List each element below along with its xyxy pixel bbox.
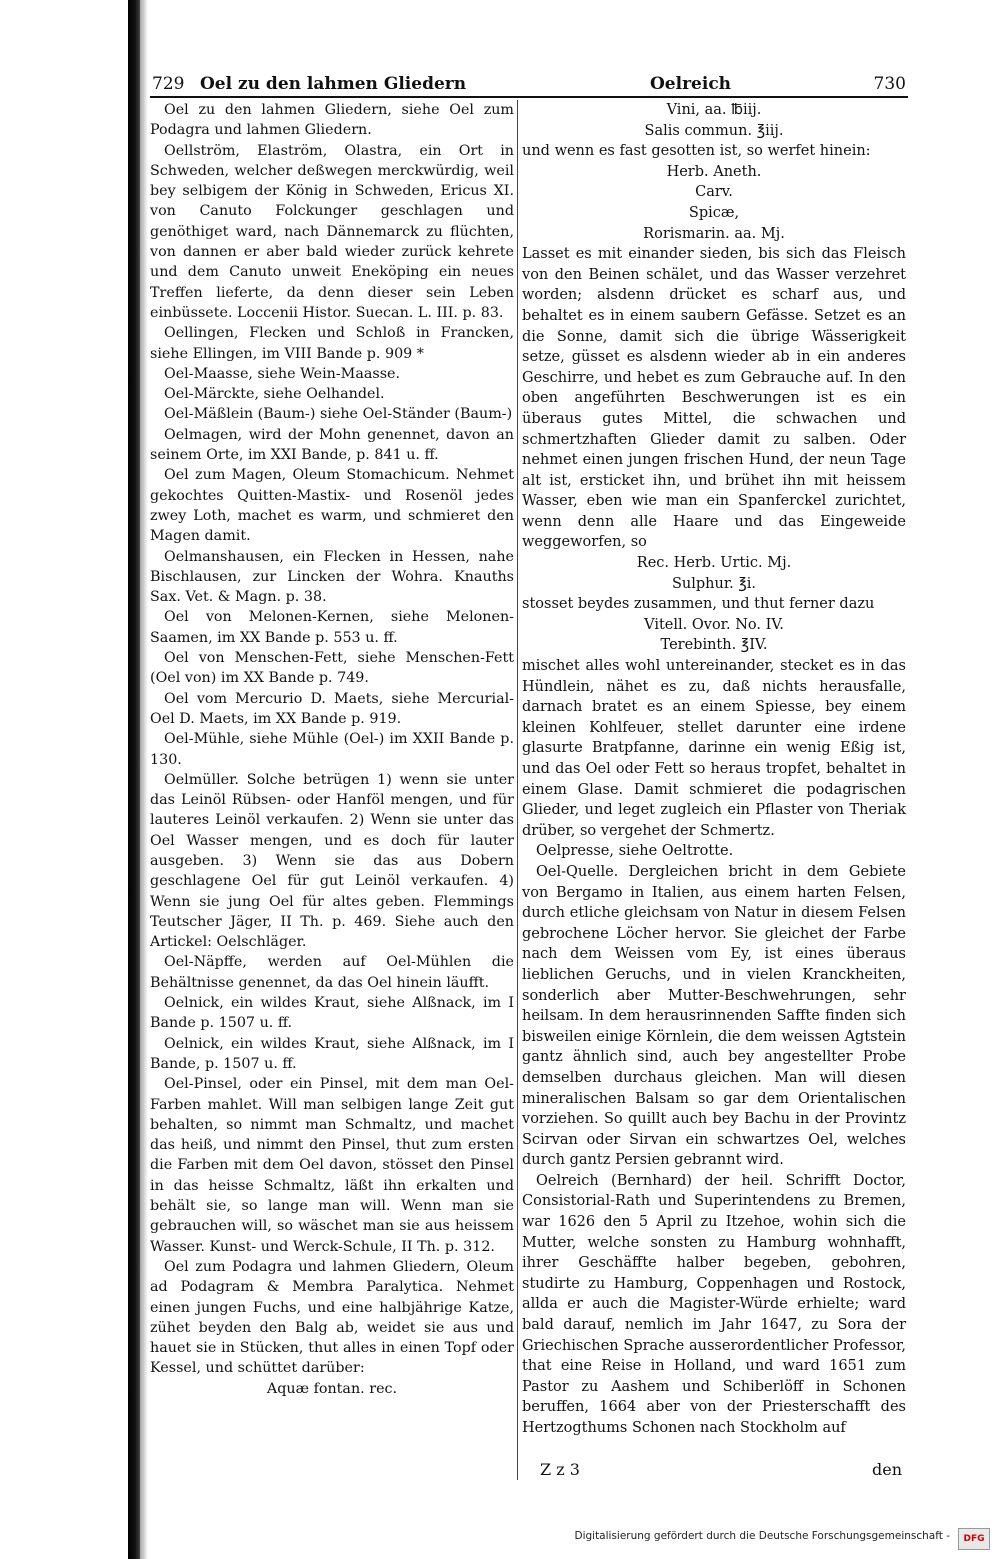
- running-header: [150, 74, 910, 98]
- recipe-line: Vitell. Ovor. No. IV.: [644, 616, 784, 633]
- lexicon-entry: Oelmanshausen, ein Flecken in Hessen, nahe Bischlausen, zur Lincken der Wohra. Knauths Sax. Vet. & Magn. p. 38.: [150, 548, 514, 606]
- page-footer: [522, 1460, 906, 1484]
- page-number-right: 730: [873, 74, 906, 94]
- catchword: den: [871, 1460, 902, 1479]
- signature-mark: Z z 3: [540, 1460, 580, 1479]
- lexicon-entry: Oel-Maasse, siehe Wein-Maasse.: [164, 365, 401, 382]
- lexicon-entry: Oel zum Podagra und lahmen Gliedern, Oleum ad Podagram & Membra Paralytica. Nehmet einen jungen Fuchs, und eine halbjährige Katze, zühet beyden den Balg ab, weidet sie aus und hauet sie in Stücken, thut alles in einen Topf oder Kessel, und schüttet darüber:: [150, 1258, 514, 1377]
- spine-shadow: [140, 0, 148, 1559]
- recipe-line: Terebinth. ℥IV.: [660, 637, 768, 654]
- running-title-left: Oel zu den lahmen Gliedern: [200, 74, 467, 94]
- lexicon-entry: Oel vom Mercurio D. Maets, siehe Mercurial-Oel D. Maets, im XX Bande p. 919.: [150, 690, 514, 727]
- recipe-line: Herb. Aneth.: [666, 163, 762, 180]
- recipe-line: Rorismarin. aa. Mj.: [643, 225, 785, 242]
- lexicon-entry: Oel-Näpffe, werden auf Oel-Mühlen die Behältnisse genennet, da das Oel hinein läufft.: [150, 954, 514, 991]
- page-number-left: 729: [152, 74, 185, 94]
- lexicon-entry: Oellström, Elaström, Olastra, ein Ort in Schweden, welcher deßwegen merckwürdig, weil bey selbigem der König in Schweden, Ericus XI. von Canuto Folckunger geschlagen und genöthiget ward, nach Dännemarck zu flüchten, von dannen er aber bald wieder zurück kehrete und dem Canuto unweit Eneköping ein neues Treffen lieferte, da denn dieser sein Leben einbüssete. Loccenii Histor. Suecan. L. III. p. 83.: [150, 142, 514, 321]
- lexicon-entry: Oelmüller. Solche betrügen 1) wenn sie unter das Leinöl Rübsen- oder Hanföl mengen, und für lauteres Leinöl verkaufen. 2) Wenn sie unter das Oel Wasser mengen, und es doch für lauter ausgeben. 3) Wenn sie das aus Dobern geschlagene Oel für gut Leinöl verkaufen. 4) Wenn sie jung Oel für altes geben. Flemmings Teutscher Jäger, II Th. p. 469. Siehe auch den Artickel: Oelschläger.: [150, 771, 514, 951]
- recipe-line: Carv.: [695, 184, 733, 201]
- recipe-line: Sulphur. ℥i.: [671, 575, 757, 592]
- digitization-credit: Digitalisierung gefördert durch die Deutsche Forschungsgemeinschaft -: [574, 1530, 950, 1542]
- paragraph: mischet alles wohl untereinander, stecket es in das Hündlein, nähet es zu, daß nichts herausfalle, darnach bratet es an einem Spiesse, bey einem kleinen Kohlfeuer, stellet darunter eine irdene glasurte Bratpfanne, darinne ein wenig Eßig ist, und das Oel oder Fett so heraus tropfet, behaltet in einem Glase. Damit schmieret die podagrischen Glieder, und leget zugleich ein Pflaster von Theriak drüber, so vergehet der Schmertz.: [522, 658, 906, 839]
- paragraph: Lasset es mit einander sieden, bis sich das Fleisch von den Beinen schälet, und das Wasser verzehret worden; alsdenn drücket es scharf aus, und behaltet es in einem saubern Gefässe. Setzet es an die Sonne, damit sich die übrige Wässerigkeit setze, güsset es alsdenn wieder ab in ein anderes Geschirre, und hebet es zum Gebrauche auf. In den oben angeführten Beschwerungen ist es ein überaus gutes Mittel, die schwachen und schmertzhaften Glieder damit zu salben. Oder nehmet einen jungen frischen Hund, der neun Tage alt ist, ersticket ihn, und brühet ihn mit heissem Wasser, eben wie man ein Spanferckel zurichtet, wenn denn alle Haare und das Eingeweide weggeworfen, so: [522, 246, 906, 551]
- left-column: [150, 100, 514, 1399]
- recipe-line: Rec. Herb. Urtic. Mj.: [636, 555, 792, 572]
- lexicon-entry: Oellingen, Flecken und Schloß in Francken, siehe Ellingen, im VIII Bande p. 909 *: [150, 325, 514, 362]
- running-title-right: Oelreich: [650, 74, 732, 94]
- lexicon-entry: Oel-Quelle. Dergleichen bricht in dem Gebiete von Bergamo in Italien, aus einem harten Felsen, durch etliche gleichsam von Natur in diesem Felsen gebrochene Löcher hervor. Sie gleichet der Farbe nach dem Weissen vom Ey, ist eines überaus lieblichen Geruchs, und in vielen Kranckheiten, sonderlich aber Mutter-Beschwehrungen, sehr heilsam. In dem herausrinnenden Saffte finden sich bisweilen einige Körnlein, die dem weissen Agtstein gantz ähnlich sind, auch bey angestellter Probe demselben durchaus gleichen. Man will diesen mineralischen Balsam so gar dem Orientalischen vorziehen. So quillt auch bey Bachu in der Provintz Scirvan oder Sirvan ein schwartzes Oel, welches durch gantz Persien gebrannt wird.: [522, 863, 906, 1169]
- lexicon-entry: Oel-Märckte, siehe Oelhandel.: [164, 386, 385, 403]
- lexicon-entry: Oel von Menschen-Fett, siehe Menschen-Fett (Oel von) im XX Bande p. 749.: [150, 650, 514, 687]
- lexicon-entry: Oelreich (Bernhard) der heil. Schrifft Doctor, Consistorial-Rath und Superintendens zu Bremen, war 1626 den 5 April zu Itzehoe, wohin sich die Mutter, welche sonsten zu Hamburg wohnhafft, ihrer Geschäffte halber begeben, gebohren, studirte zu Hamburg, Coppenhagen und Rostock, allda er auch die Magister-Würde erhielte; ward bald darauf, nemlich im Jahr 1647, zu Sora der Griechischen Sprache ausserordentlicher Professor, that eine Reise in Holland, und ward 1651 zum Pastor zu Aashem und Schiberlöff in Schonen beruffen, 1664 aber von der Priesterschafft des Hertzogthums Schonen nach Stockholm auf: [522, 1172, 906, 1436]
- paragraph: und wenn es fast gesotten ist, so werfet hinein:: [522, 143, 871, 160]
- paragraph: stosset beydes zusammen, und thut ferner dazu: [522, 596, 875, 613]
- header-rule: [150, 96, 908, 98]
- recipe-line: Salis commun. ℥iij.: [644, 122, 784, 139]
- lexicon-entry: Oel von Melonen-Kernen, siehe Melonen-Saamen, im XX Bande p. 553 u. ff.: [150, 609, 514, 646]
- lexicon-entry: Oel-Mäßlein (Baum-) siehe Oel-Ständer (Baum-): [164, 406, 513, 423]
- book-spine-edge: [128, 0, 140, 1559]
- lexicon-entry: Oel zu den lahmen Gliedern, siehe Oel zum Podagra und lahmen Gliedern.: [150, 102, 514, 139]
- recipe-line: Spicæ,: [688, 204, 740, 221]
- column-divider: [517, 100, 518, 1480]
- lexicon-entry: Oelnick, ein wildes Kraut, siehe Alßnack, im I Bande p. 1507 u. ff.: [150, 995, 514, 1032]
- lexicon-entry: Oelpresse, siehe Oeltrotte.: [536, 843, 734, 860]
- lexicon-entry: Oelmagen, wird der Mohn genennet, davon an seinem Orte, im XXI Bande, p. 841 u. ff.: [150, 426, 514, 464]
- lexicon-entry: Oelnick, ein wildes Kraut, siehe Alßnack, im I Bande, p. 1507 u. ff.: [150, 1035, 514, 1072]
- lexicon-entry: Oel-Mühle, siehe Mühle (Oel-) im XXII Bande p. 130.: [150, 731, 514, 768]
- recipe-line: Vini, aa. ℔iij.: [666, 102, 762, 118]
- recipe-line: Aquæ fontan. rec.: [266, 1380, 398, 1397]
- lexicon-entry: Oel-Pinsel, oder ein Pinsel, mit dem man Oel-Farben mahlet. Will man selbigen lange Zeit gut behalten, so nimmt man Schmaltz, und machet das heiß, und nimmt den Pinsel, thut zum ersten die Farben mit dem Oel davon, stösset den Pinsel in das heisse Schmaltz, läßt ihn erkalten und behält sie, so lange man will. Wenn man sie gebrauchen will, so wäschet man sie aus heissem Wasser. Kunst- und Werck-Schule, II Th. p. 312.: [150, 1076, 514, 1255]
- lexicon-entry: Oel zum Magen, Oleum Stomachicum. Nehmet gekochtes Quitten-Mastix- und Rosenöl jedes zwey Loth, machet es warm, und schmieret den Magen damit.: [150, 467, 514, 545]
- dfg-logo: DFG: [958, 1528, 990, 1550]
- right-column: [522, 100, 906, 1439]
